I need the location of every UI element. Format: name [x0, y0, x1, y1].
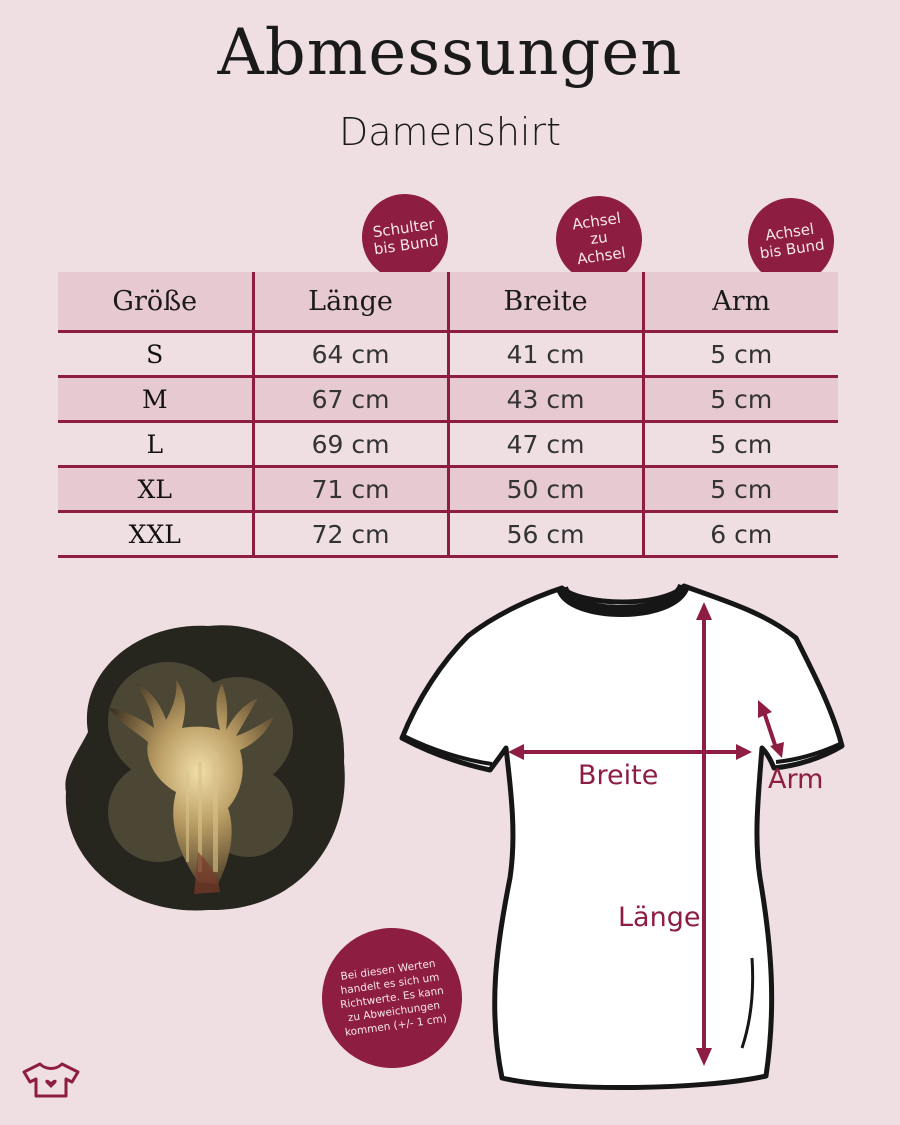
- column-header-arm: Arm: [643, 272, 838, 332]
- table-row: [58, 512, 838, 557]
- length-cell: 69 cm: [253, 422, 448, 467]
- width-cell: 43 cm: [448, 377, 643, 422]
- width-label: Breite: [578, 760, 659, 791]
- column-header-length: Länge: [253, 272, 448, 332]
- size-cell: S: [58, 332, 253, 377]
- arm-cell: 5 cm: [643, 422, 838, 467]
- table-header-row: [58, 272, 838, 332]
- size-cell: L: [58, 422, 253, 467]
- page-title: Abmessungen: [217, 16, 683, 90]
- length-badge: [356, 188, 453, 285]
- disclaimer-text: Bei diesen Werten handelt es sich um Richtwerte. Es kann zu Abweichungen kommen (+/- 1 cm): [339, 957, 448, 1040]
- arm-cell: 5 cm: [643, 467, 838, 512]
- arm-cell: 5 cm: [643, 377, 838, 422]
- arm-label: Arm: [768, 764, 824, 795]
- length-cell: 71 cm: [253, 467, 448, 512]
- width-cell: 41 cm: [448, 332, 643, 377]
- table-row: [58, 332, 838, 377]
- width-cell: 47 cm: [448, 422, 643, 467]
- length-cell: 67 cm: [253, 377, 448, 422]
- width-badge-label: Achsel zu Achsel: [571, 208, 627, 268]
- size-table: [58, 272, 838, 558]
- page-subtitle: Damenshirt: [339, 110, 561, 154]
- column-header-width: Breite: [448, 272, 643, 332]
- size-cell: XXL: [58, 512, 253, 557]
- table-row: [58, 467, 838, 512]
- width-cell: 56 cm: [448, 512, 643, 557]
- shirt-heart-icon: [20, 1060, 82, 1100]
- length-label: Länge: [618, 902, 701, 933]
- width-cell: 50 cm: [448, 467, 643, 512]
- column-header-size: Größe: [58, 272, 253, 332]
- shirt-diagram: [392, 578, 852, 1098]
- size-cell: XL: [58, 467, 253, 512]
- deer-design-image: [48, 612, 358, 922]
- arm-cell: 5 cm: [643, 332, 838, 377]
- arm-cell: 6 cm: [643, 512, 838, 557]
- size-cell: M: [58, 377, 253, 422]
- length-badge-label: Schulter bis Bund: [371, 214, 440, 259]
- arm-badge-label: Achsel bis Bund: [758, 219, 826, 263]
- length-cell: 72 cm: [253, 512, 448, 557]
- length-cell: 64 cm: [253, 332, 448, 377]
- table-row: [58, 377, 838, 422]
- table-row: [58, 422, 838, 467]
